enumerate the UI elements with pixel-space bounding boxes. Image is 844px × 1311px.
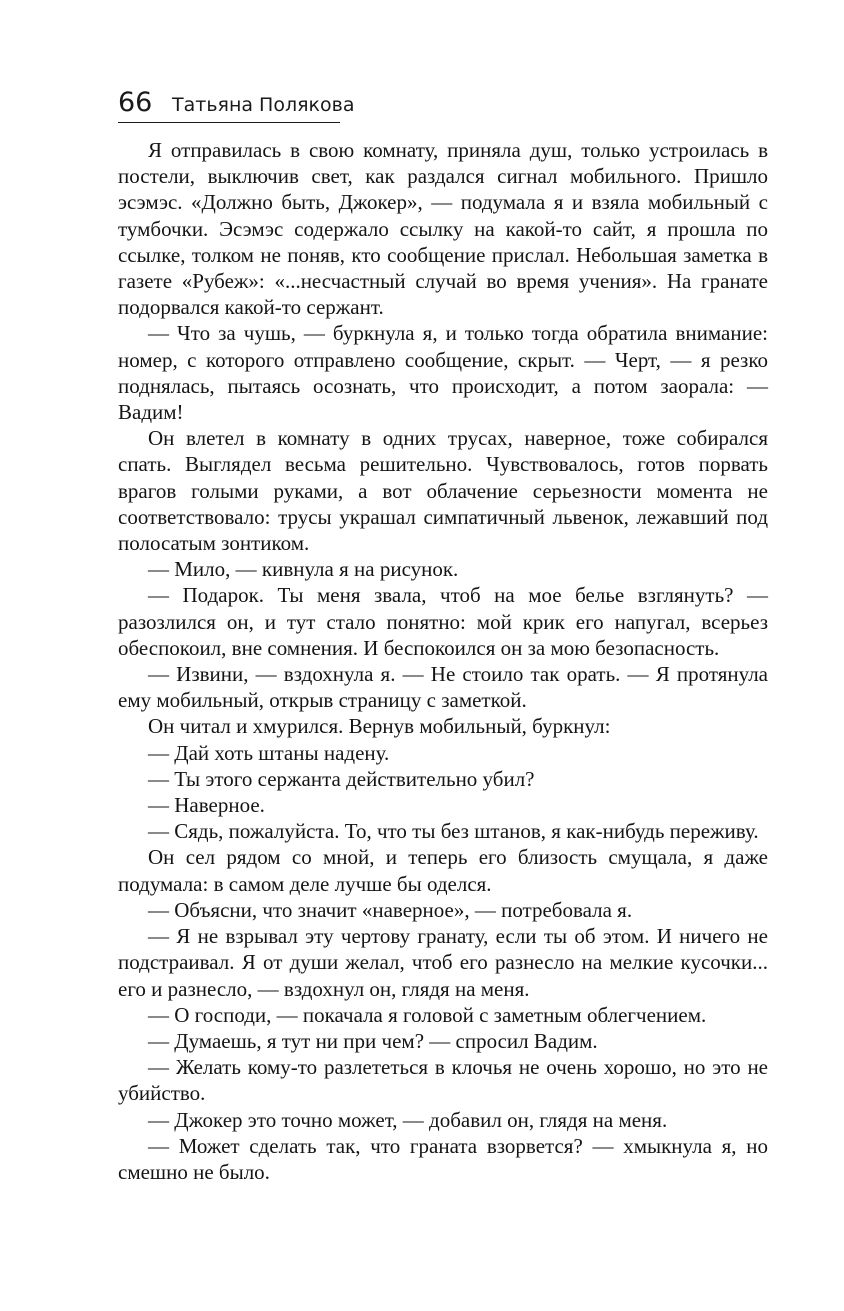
paragraph: — Мило, — кивнула я на рисунок.	[148, 557, 459, 582]
paragraph: — Думаешь, я тут ни при чем? — спросил Вадим.	[148, 1028, 598, 1053]
paragraph: — Что за чушь, — буркнула я, и только тогда обратила внимание: номер, с которого отправлено сообщение, скрыт. — Черт, — я резко поднялась, пытаясь осознать, что происходит, а потом заорала: — Вадим!	[118, 321, 768, 425]
paragraph: Он сел рядом со мной, и теперь его близость смущала, я даже подумала: в самом деле лучше бы оделся.	[118, 845, 768, 896]
paragraph: — Я не взрывал эту чертову гранату, если ты об этом. И ничего не подстраивал. Я от души желал, чтоб его разнесло на мелкие кусочки... его и разнесло, — вздохнул он, глядя на меня.	[118, 924, 768, 1001]
running-head	[118, 87, 355, 123]
paragraph: Он влетел в комнату в одних трусах, наверное, тоже собирался спать. Выглядел весьма решительно. Чувствовалось, готов порвать врагов голыми руками, а вот облачение серьезности момента не соответствовало: трусы украшал симпатичный львенок, лежавший под полосатым зонтиком.	[118, 426, 768, 556]
paragraph: — Извини, — вздохнула я. — Не стоило так орать. — Я протянула ему мобильный, открыв страницу с заметкой.	[118, 662, 768, 713]
paragraph: Я отправилась в свою комнату, приняла душ, только устроилась в постели, выключив свет, как раздался сигнал мобильного. Пришло эсэмэс. «Должно быть, Джокер», — подумала я и взяла мобильный с тумбочки. Эсэмэс содержало ссылку на какой-то сайт, я прошла по ссылке, толком не поняв, кто сообщение прислал. Небольшая заметка в газете «Рубеж»: «...несчастный случай во время учения». На гранате подорвался какой-то сержант.	[118, 138, 768, 320]
paragraph: — Дай хоть штаны надену.	[148, 740, 390, 765]
paragraph: — Сядь, пожалуйста. То, что ты без штанов, я как-нибудь переживу.	[148, 819, 759, 844]
paragraph: — Джокер это точно может, — добавил он, глядя на меня.	[148, 1107, 668, 1132]
paragraph: — Желать кому-то разлететься в клочья не очень хорошо, но это не убийство.	[118, 1055, 768, 1106]
paragraph: — Подарок. Ты меня звала, чтоб на мое белье взглянуть? — разозлился он, и тут стало понятно: мой крик его напугал, всерьез обеспокоил, вне сомнения. И беспокоился он за мою безопасность.	[118, 583, 768, 660]
author-name: Татьяна Полякова	[172, 94, 355, 116]
paragraph: — Наверное.	[148, 793, 265, 818]
body-text	[118, 137, 768, 1185]
paragraph: — Объясни, что значит «наверное», — потребовала я.	[148, 897, 633, 922]
paragraph: — О господи, — покачала я головой с заметным облегчением.	[148, 1002, 707, 1027]
page-number: 66	[118, 87, 153, 118]
paragraph: Он читал и хмурился. Вернув мобильный, буркнул:	[148, 714, 611, 739]
paragraph: — Может сделать так, что граната взорвется? — хмыкнула я, но смешно не было.	[118, 1133, 768, 1184]
paragraph: — Ты этого сержанта действительно убил?	[148, 766, 535, 791]
